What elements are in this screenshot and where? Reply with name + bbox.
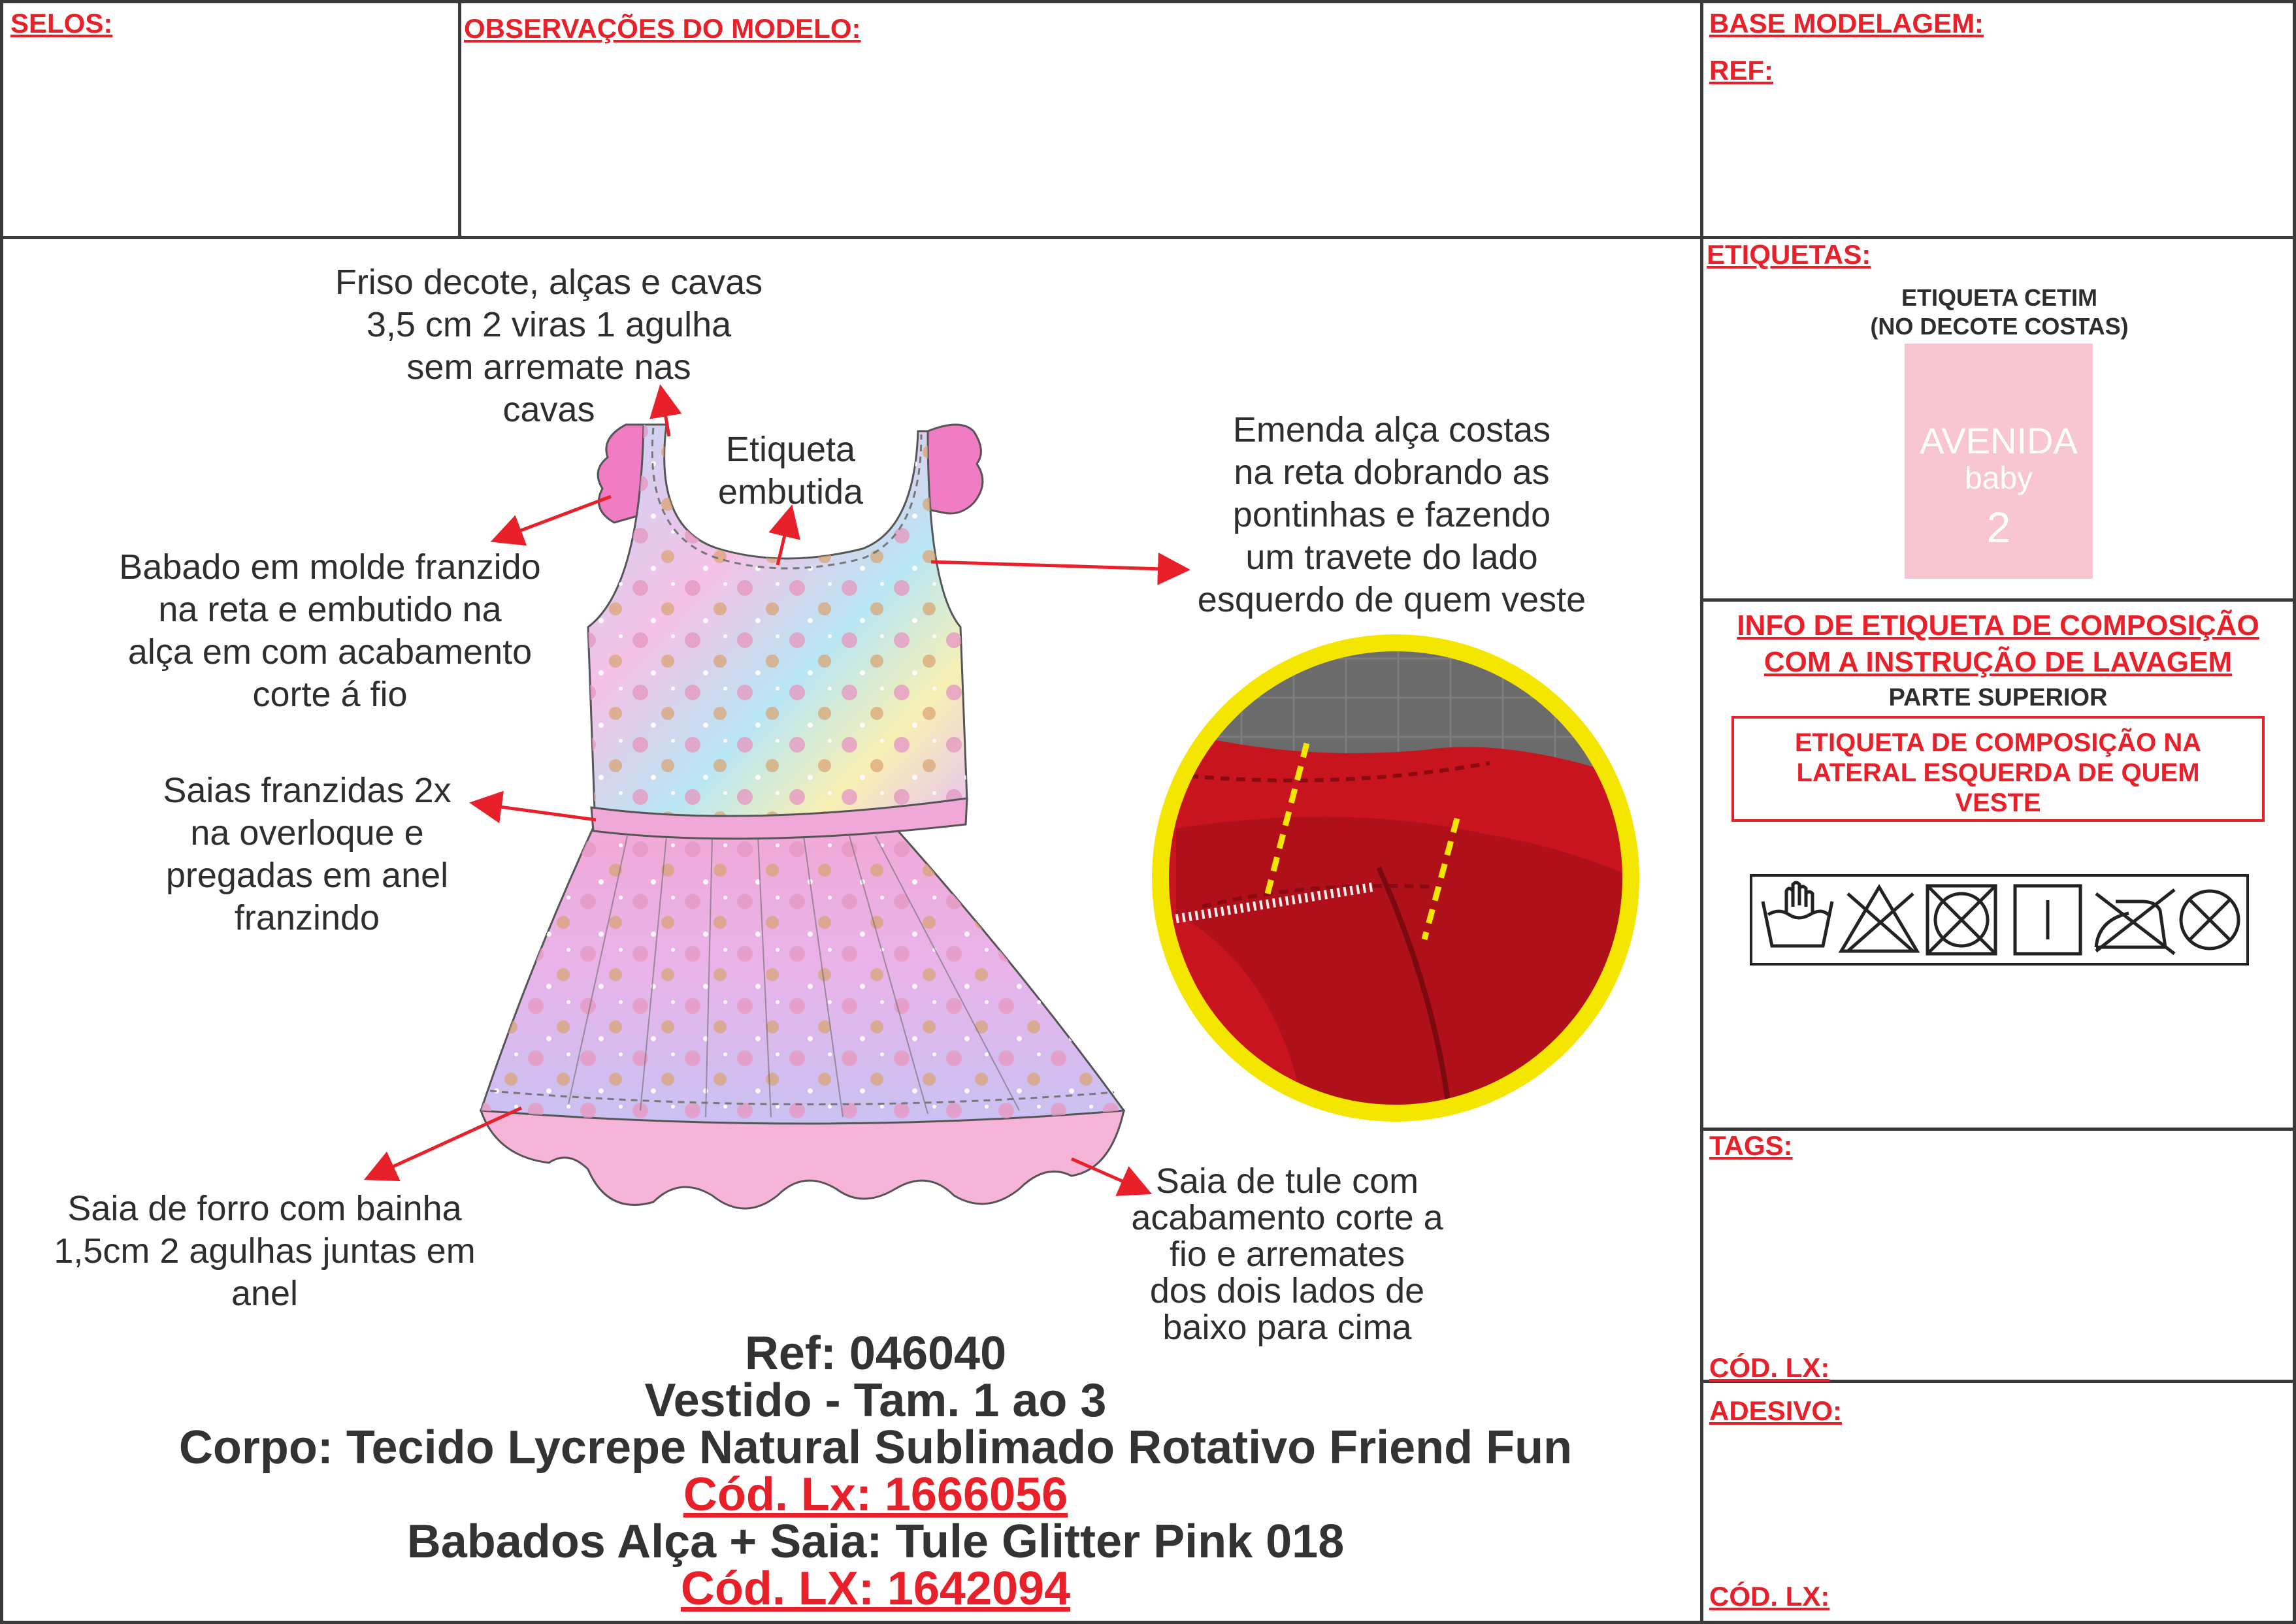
note-babado bbox=[78, 546, 582, 716]
note-emenda bbox=[1163, 409, 1620, 621]
note-emenda-line5: esquerdo de quem veste bbox=[1197, 580, 1586, 619]
brand-label-name: AVENIDA bbox=[1920, 420, 2078, 461]
brand-label-swatch bbox=[1905, 344, 2093, 579]
tags-cod-lx-label: CÓD. LX: bbox=[1709, 1352, 1830, 1383]
note-saias-line3: pregadas em anel bbox=[165, 856, 449, 895]
info-etiqueta-line1: INFO DE ETIQUETA DE COMPOSIÇÃO bbox=[1737, 609, 2259, 641]
product-ruffles-fabric: Babados Alça + Saia: Tule Glitter Pink 018 bbox=[406, 1516, 1345, 1568]
note-friso-line2: 3,5 cm 2 viras 1 agulha bbox=[366, 305, 732, 344]
brand-label-size: 2 bbox=[1986, 503, 2011, 551]
note-emenda-line3: pontinhas e fazendo bbox=[1232, 495, 1551, 534]
note-etiqueta bbox=[693, 429, 889, 513]
etiqueta-cetim-line1: ETIQUETA CETIM bbox=[1901, 284, 2097, 311]
note-tule-line3: fio e arremates bbox=[1169, 1235, 1405, 1274]
arrow-forro bbox=[370, 1108, 521, 1177]
base-modelagem-label: BASE MODELAGEM: bbox=[1709, 8, 1984, 39]
note-saias-line4: franzindo bbox=[234, 898, 380, 937]
note-etiqueta-line1: Etiqueta bbox=[725, 430, 856, 469]
product-ref: Ref: 046040 bbox=[744, 1327, 1007, 1380]
wash-care-strip bbox=[1750, 874, 2249, 966]
note-babado-line3: alça em com acabamento bbox=[127, 632, 533, 672]
etiquetas-label: ETIQUETAS: bbox=[1707, 239, 1871, 270]
arrow-babado bbox=[497, 496, 611, 540]
etiqueta-cetim-line2: (NO DECOTE COSTAS) bbox=[1870, 313, 2129, 340]
note-emenda-line4: um travete do lado bbox=[1245, 538, 1538, 577]
note-emenda-line1: Emenda alça costas bbox=[1232, 410, 1551, 449]
note-saias-line2: na overloque e bbox=[190, 813, 424, 853]
arrow-saias bbox=[476, 804, 596, 820]
note-emenda-line2: na reta dobrando as bbox=[1234, 453, 1550, 492]
note-tule-line5: baixo para cima bbox=[1162, 1308, 1412, 1347]
tags-label: TAGS: bbox=[1709, 1130, 1793, 1161]
product-cod-lx-1: Cód. Lx: 1666056 bbox=[683, 1469, 1068, 1521]
composicao-line1: ETIQUETA DE COMPOSIÇÃO NA bbox=[1794, 728, 2202, 757]
note-tule-line1: Saia de tule com bbox=[1155, 1161, 1419, 1201]
note-friso-line3: sem arremate nas bbox=[406, 348, 691, 387]
info-etiqueta-line2: COM A INSTRUÇÃO DE LAVAGEM bbox=[1763, 646, 2233, 678]
composicao-line3: VESTE bbox=[1955, 788, 2041, 817]
product-name: Vestido - Tam. 1 ao 3 bbox=[644, 1374, 1107, 1427]
note-forro-line2: 1,5cm 2 agulhas juntas em bbox=[54, 1231, 476, 1271]
ref-label: REF: bbox=[1709, 55, 1773, 86]
note-babado-line1: Babado em molde franzido bbox=[119, 547, 541, 587]
observacoes-label: OBSERVAÇÕES DO MODELO: bbox=[464, 13, 861, 44]
arrow-etiqueta bbox=[778, 511, 791, 565]
selos-label: SELOS: bbox=[10, 8, 113, 39]
product-body-fabric: Corpo: Tecido Lycrepe Natural Sublimado Rotativo Friend Fun bbox=[178, 1421, 1573, 1474]
etiqueta-cetim-text bbox=[1829, 284, 2169, 341]
note-forro-line1: Saia de forro com bainha bbox=[67, 1189, 462, 1228]
note-tule-line4: dos dois lados de bbox=[1149, 1271, 1425, 1310]
composicao-line2: LATERAL ESQUERDA DE QUEM bbox=[1796, 758, 2200, 787]
note-forro bbox=[13, 1188, 516, 1315]
note-tule-line2: acabamento corte a bbox=[1131, 1198, 1443, 1237]
arrow-emenda bbox=[931, 562, 1184, 570]
composicao-box bbox=[1731, 716, 2265, 822]
info-etiqueta-title bbox=[1703, 608, 2293, 681]
note-etiqueta-line2: embutida bbox=[717, 472, 864, 512]
note-babado-line4: corte á fio bbox=[252, 675, 408, 714]
note-friso bbox=[281, 261, 817, 431]
note-babado-line2: na reta e embutido na bbox=[158, 590, 502, 629]
tags-cell bbox=[1700, 1128, 2296, 1383]
note-saias-line1: Saias franzidas 2x bbox=[163, 771, 451, 810]
adesivo-cod-lx-label: CÓD. LX: bbox=[1709, 1581, 1830, 1612]
note-forro-line3: anel bbox=[231, 1274, 299, 1313]
brand-label-sub: baby bbox=[1964, 461, 2033, 496]
product-cod-lx-2: Cód. LX: 1642094 bbox=[680, 1563, 1071, 1615]
parte-superior-text: PARTE SUPERIOR bbox=[1888, 684, 2108, 711]
adesivo-label: ADESIVO: bbox=[1709, 1395, 1843, 1426]
note-friso-line4: cavas bbox=[502, 390, 595, 429]
note-tule bbox=[1085, 1163, 1490, 1346]
note-friso-line1: Friso decote, alças e cavas bbox=[335, 263, 763, 302]
note-saias bbox=[131, 770, 484, 939]
